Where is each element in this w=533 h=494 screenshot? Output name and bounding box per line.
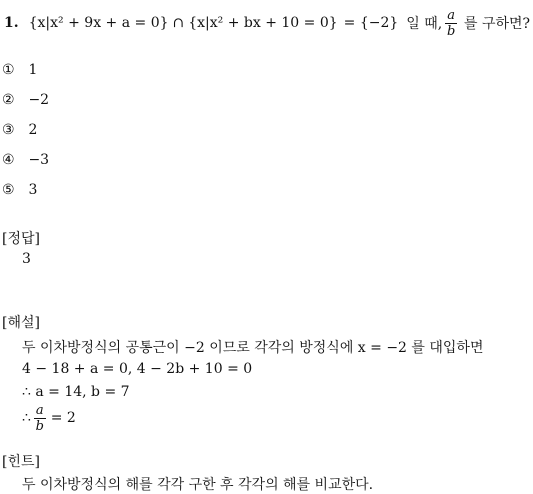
intersection-symbol: ∩ xyxy=(172,15,185,31)
fraction-a-over-b xyxy=(445,9,457,38)
equals-set: = {−2} xyxy=(343,15,399,31)
choice-value: −3 xyxy=(28,152,50,168)
explanation-line-2: 4 − 18 + a = 0, 4 − 2b + 10 = 0 xyxy=(22,361,253,377)
choice-2[interactable] xyxy=(2,92,49,108)
answer-heading: [정답] xyxy=(2,231,40,247)
explanation-heading: [해설] xyxy=(2,315,40,331)
question-line xyxy=(4,7,531,39)
therefore-symbol: ∴ xyxy=(22,410,31,426)
choice-value: −2 xyxy=(28,92,50,108)
fraction-denominator: b xyxy=(446,23,456,39)
question-number: 1. xyxy=(4,15,19,31)
hint-text: 두 이차방정식의 해를 각각 구한 후 각각의 해를 비교한다. xyxy=(22,477,374,493)
choice-5[interactable] xyxy=(2,182,37,198)
choice-value: 1 xyxy=(28,62,38,78)
question-ask: 를 구하면? xyxy=(464,16,531,32)
choice-4[interactable] xyxy=(2,152,49,168)
choice-mark: ① xyxy=(2,62,15,78)
choice-mark: ② xyxy=(2,92,15,108)
fraction-numerator: a xyxy=(35,402,44,418)
choice-value: 2 xyxy=(28,122,38,138)
set-2: {x|x² + bx + 10 = 0} xyxy=(188,15,338,31)
choice-mark: ④ xyxy=(2,152,15,168)
choice-mark: ③ xyxy=(2,122,15,138)
answer-value: 3 xyxy=(22,251,31,267)
explanation-line-3: ∴ a = 14, b = 7 xyxy=(22,384,130,400)
choice-mark: ⑤ xyxy=(2,182,15,198)
choice-3[interactable] xyxy=(2,122,37,138)
choice-value: 3 xyxy=(28,182,38,198)
result-equals: = 2 xyxy=(50,410,76,426)
fraction-denominator: b xyxy=(35,418,44,434)
hint-heading: [힌트] xyxy=(2,454,40,470)
explanation-line-1: 두 이차방정식의 공통근이 −2 이므로 각각의 방정식에 x = −2 를 대입하면 xyxy=(22,340,484,356)
fraction-numerator: a xyxy=(447,7,456,23)
choice-1[interactable] xyxy=(2,62,37,78)
set-1: {x|x² + 9x + a = 0} xyxy=(28,15,169,31)
question-korean: 일 때, xyxy=(406,16,443,32)
explanation-line-4 xyxy=(22,401,76,435)
fraction-a-over-b-result xyxy=(34,404,46,433)
